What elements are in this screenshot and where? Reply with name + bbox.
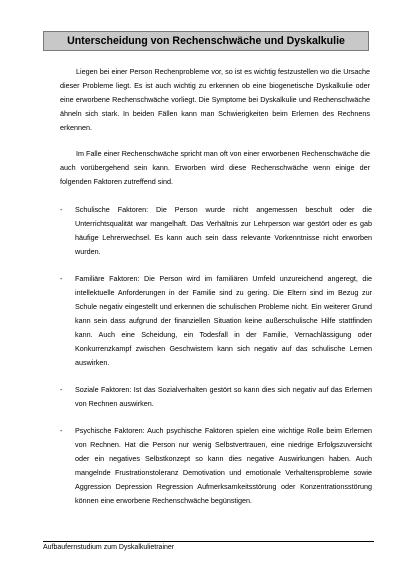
list-item-text: Schulische Faktoren: Die Person wurde nicht angemessen beschult oder die Unterrichtsqualität war mangelhaft. Das Verhältnis zur Lehrperson war gestört oder es gab häufige Lehrerwechsel. Es kann auch sein dass relevante Vorkenntnisse nicht erworben wurden.: [75, 205, 372, 256]
bullet-dash: -: [60, 385, 63, 394]
bullet-dash: -: [60, 426, 63, 435]
list-item-text: Psychische Faktoren: Auch psychische Faktoren spielen eine wichtige Rolle beim Erlernen von Rechnen. Hat die Person nur wenig Selbstvertrauen, eine niedrige Erfolgszuversicht oder ein negatives Selbstkonzept so kann dies negative Auswirkungen haben. Auch mangelnde Frustrationstoleranz Demotivation und emotionale Verhaltensprobleme sowie Aggression Depression Regression Aufmerksamkeitsstörung oder Konzentrationsstörung können eine erworbene Rechenschwäche begünstigen.: [75, 426, 372, 505]
list-item-text: Familiäre Faktoren: Die Person wird im familiären Umfeld unzureichend angeregt, die intellektuelle Anforderungen in der Familie sind zu gering. Die Eltern sind im Bezug zur Schule negativ eingestellt und erkennen die schulischen Probleme nicht. Ein weiterer Grund kann sein dass aufgrund der finanziellen Situation keine außerschulische Hilfe stattfinden kann. Auch eine Scheidung, ein Todesfall in der Familie, Vernachlässigung oder Konkurrenzkampf zwischen Geschwistern kann sich negativ auf das schulische Lernen auswirken.: [75, 274, 372, 367]
page-title: Unterscheidung von Rechenschwäche und Dyskalkulie: [43, 31, 369, 51]
list-item: [60, 383, 372, 411]
intro-paragraph: Liegen bei einer Person Rechenprobleme vor, so ist es wichtig festzustellen wo die Ursache dieser Probleme liegt. Es ist auch wichtig zu erkennen ob eine biogenetische Dyskalkulie oder eine erworbene Rechenschwäche vorliegt. Die Symptome bei Dyskalkulie und Rechenschwäche ähneln sich stark. In beiden Fällen kann man Schwierigkeiten beim Erlernen des Rechnens erkennen.: [60, 67, 370, 132]
second-paragraph: Im Falle einer Rechenschwäche spricht man oft von einer erworbenen Rechenschwäche die auch vorübergehend sein kann. Erworben wird diese Rechenschwäche wenn einige der folgenden Faktoren zutreffend sind.: [60, 149, 370, 186]
footer-text: Aufbaufernstudium zum Dyskalkulietrainer: [43, 544, 175, 551]
list-item: [60, 424, 372, 508]
list-item: [60, 203, 372, 259]
bullet-dash: -: [60, 205, 63, 214]
list-item-text: Soziale Faktoren: Ist das Sozialverhalten gestört so kann dies sich negativ auf das Erlernen von Rechnen auswirken.: [75, 385, 372, 408]
footer-divider: [43, 541, 374, 542]
list-item: [60, 272, 372, 370]
bullet-dash: -: [60, 274, 63, 283]
